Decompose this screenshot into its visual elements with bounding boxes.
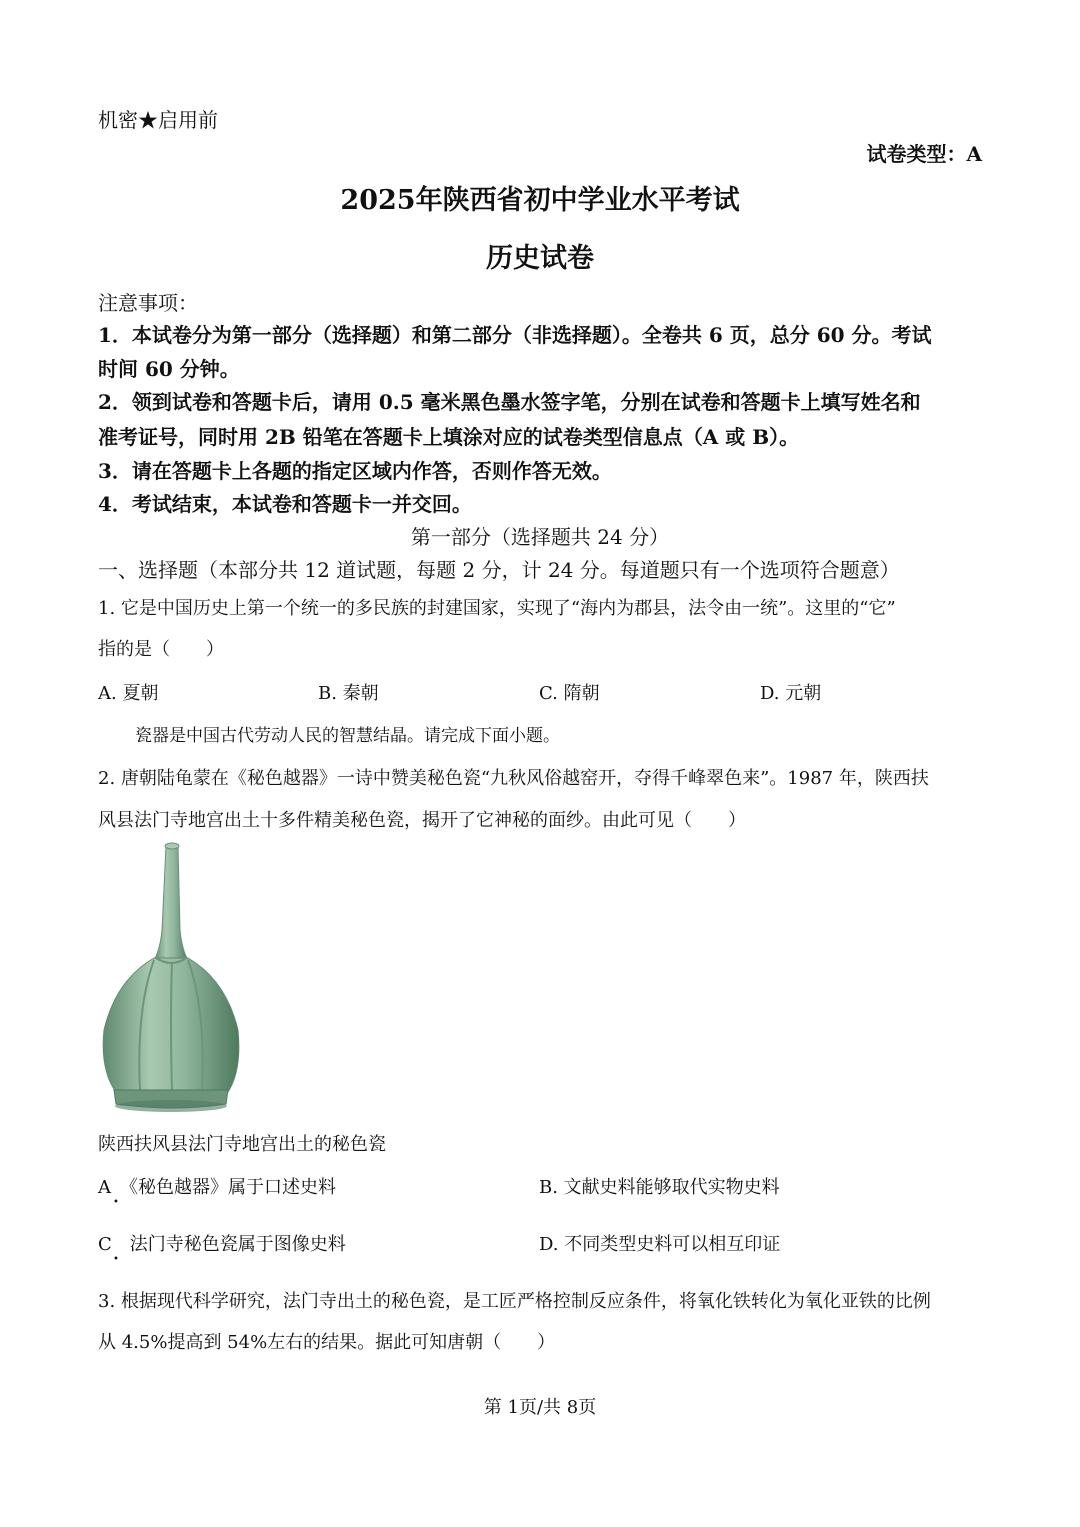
q2-stem-line-1: 2. 唐朝陆龟蒙在《秘色越器》一诗中赞美秘色瓷“九秋风俗越窑开，夺得千峰翠色来”。1987 年，陕西扶 — [98, 768, 929, 789]
notes-heading: 注意事项： — [98, 291, 198, 315]
q3-stem-line-1: 3. 根据现代科学研究，法门寺出土的秘色瓷，是工匠严格控制反应条件，将氧化铁转化为氧化亚铁的比例 — [98, 1291, 931, 1312]
note-2-line-1: 2．领到试卷和答题卡后，请用 0.5 毫米黑色墨水签字笔，分别在试卷和答题卡上填写姓名和 — [98, 390, 921, 414]
dot-mark: • — [113, 1197, 119, 1208]
q2-option-c: C 法门寺秘色瓷属于图像史料 — [98, 1234, 346, 1255]
paper-type-label: 试卷类型：A — [866, 142, 982, 166]
q1-option-c: C. 隋朝 — [539, 683, 600, 704]
q1-option-b: B. 秦朝 — [318, 683, 379, 704]
exam-title: 2025年陕西省初中学业水平考试 — [340, 185, 740, 216]
page-number: 第 1页/共 8页 — [483, 1397, 597, 1418]
part1-heading: 第一部分（选择题共 24 分） — [410, 525, 670, 549]
vase-caption: 陕西扶风县法门寺地宫出土的秘色瓷 — [98, 1134, 386, 1155]
q2-option-d: D. 不同类型史料可以相互印证 — [539, 1234, 781, 1255]
note-4: 4．考试结束，本试卷和答题卡一并交回。 — [98, 492, 472, 516]
q1-option-a: A. 夏朝 — [98, 683, 159, 704]
q2-option-b: B. 文献史料能够取代实物史料 — [539, 1177, 780, 1198]
q3-stem-line-2: 从 4.5%提高到 54%左右的结果。据此可知唐朝（ ） — [98, 1332, 556, 1353]
confidential-label: 机密★启用前 — [98, 108, 218, 132]
group-intro: 瓷器是中国古代劳动人民的智慧结晶。请完成下面小题。 — [135, 726, 560, 746]
section-heading: 一、选择题（本部分共 12 道试题，每题 2 分，计 24 分。每道题只有一个选项符合题意） — [98, 558, 900, 582]
note-1-line-1: 1．本试卷分为第一部分（选择题）和第二部分（非选择题）。全卷共 6 页，总分 60 分。考试 — [98, 323, 932, 347]
dot-mark: • — [113, 1254, 119, 1265]
q2-stem-line-2: 风县法门寺地宫出土十多件精美秘色瓷，揭开了它神秘的面纱。由此可见（ ） — [98, 810, 746, 831]
celadon-vase-image — [96, 840, 246, 1120]
note-3: 3．请在答题卡上各题的指定区域内作答，否则作答无效。 — [98, 459, 612, 483]
note-2-line-2: 准考证号，同时用 2B 铅笔在答题卡上填涂对应的试卷类型信息点（A 或 B）。 — [98, 425, 800, 449]
q1-stem-line-1: 1. 它是中国历史上第一个统一的多民族的封建国家，实现了“海内为郡县，法令由一统”。这里的“它” — [98, 598, 896, 619]
exam-subject: 历史试卷 — [486, 243, 594, 274]
q1-option-d: D. 元朝 — [760, 683, 822, 704]
note-1-line-2: 时间 60 分钟。 — [98, 357, 240, 381]
q2-option-a: A 《秘色越器》属于口述史料 — [98, 1177, 336, 1198]
q1-stem-line-2: 指的是（ ） — [98, 639, 224, 660]
